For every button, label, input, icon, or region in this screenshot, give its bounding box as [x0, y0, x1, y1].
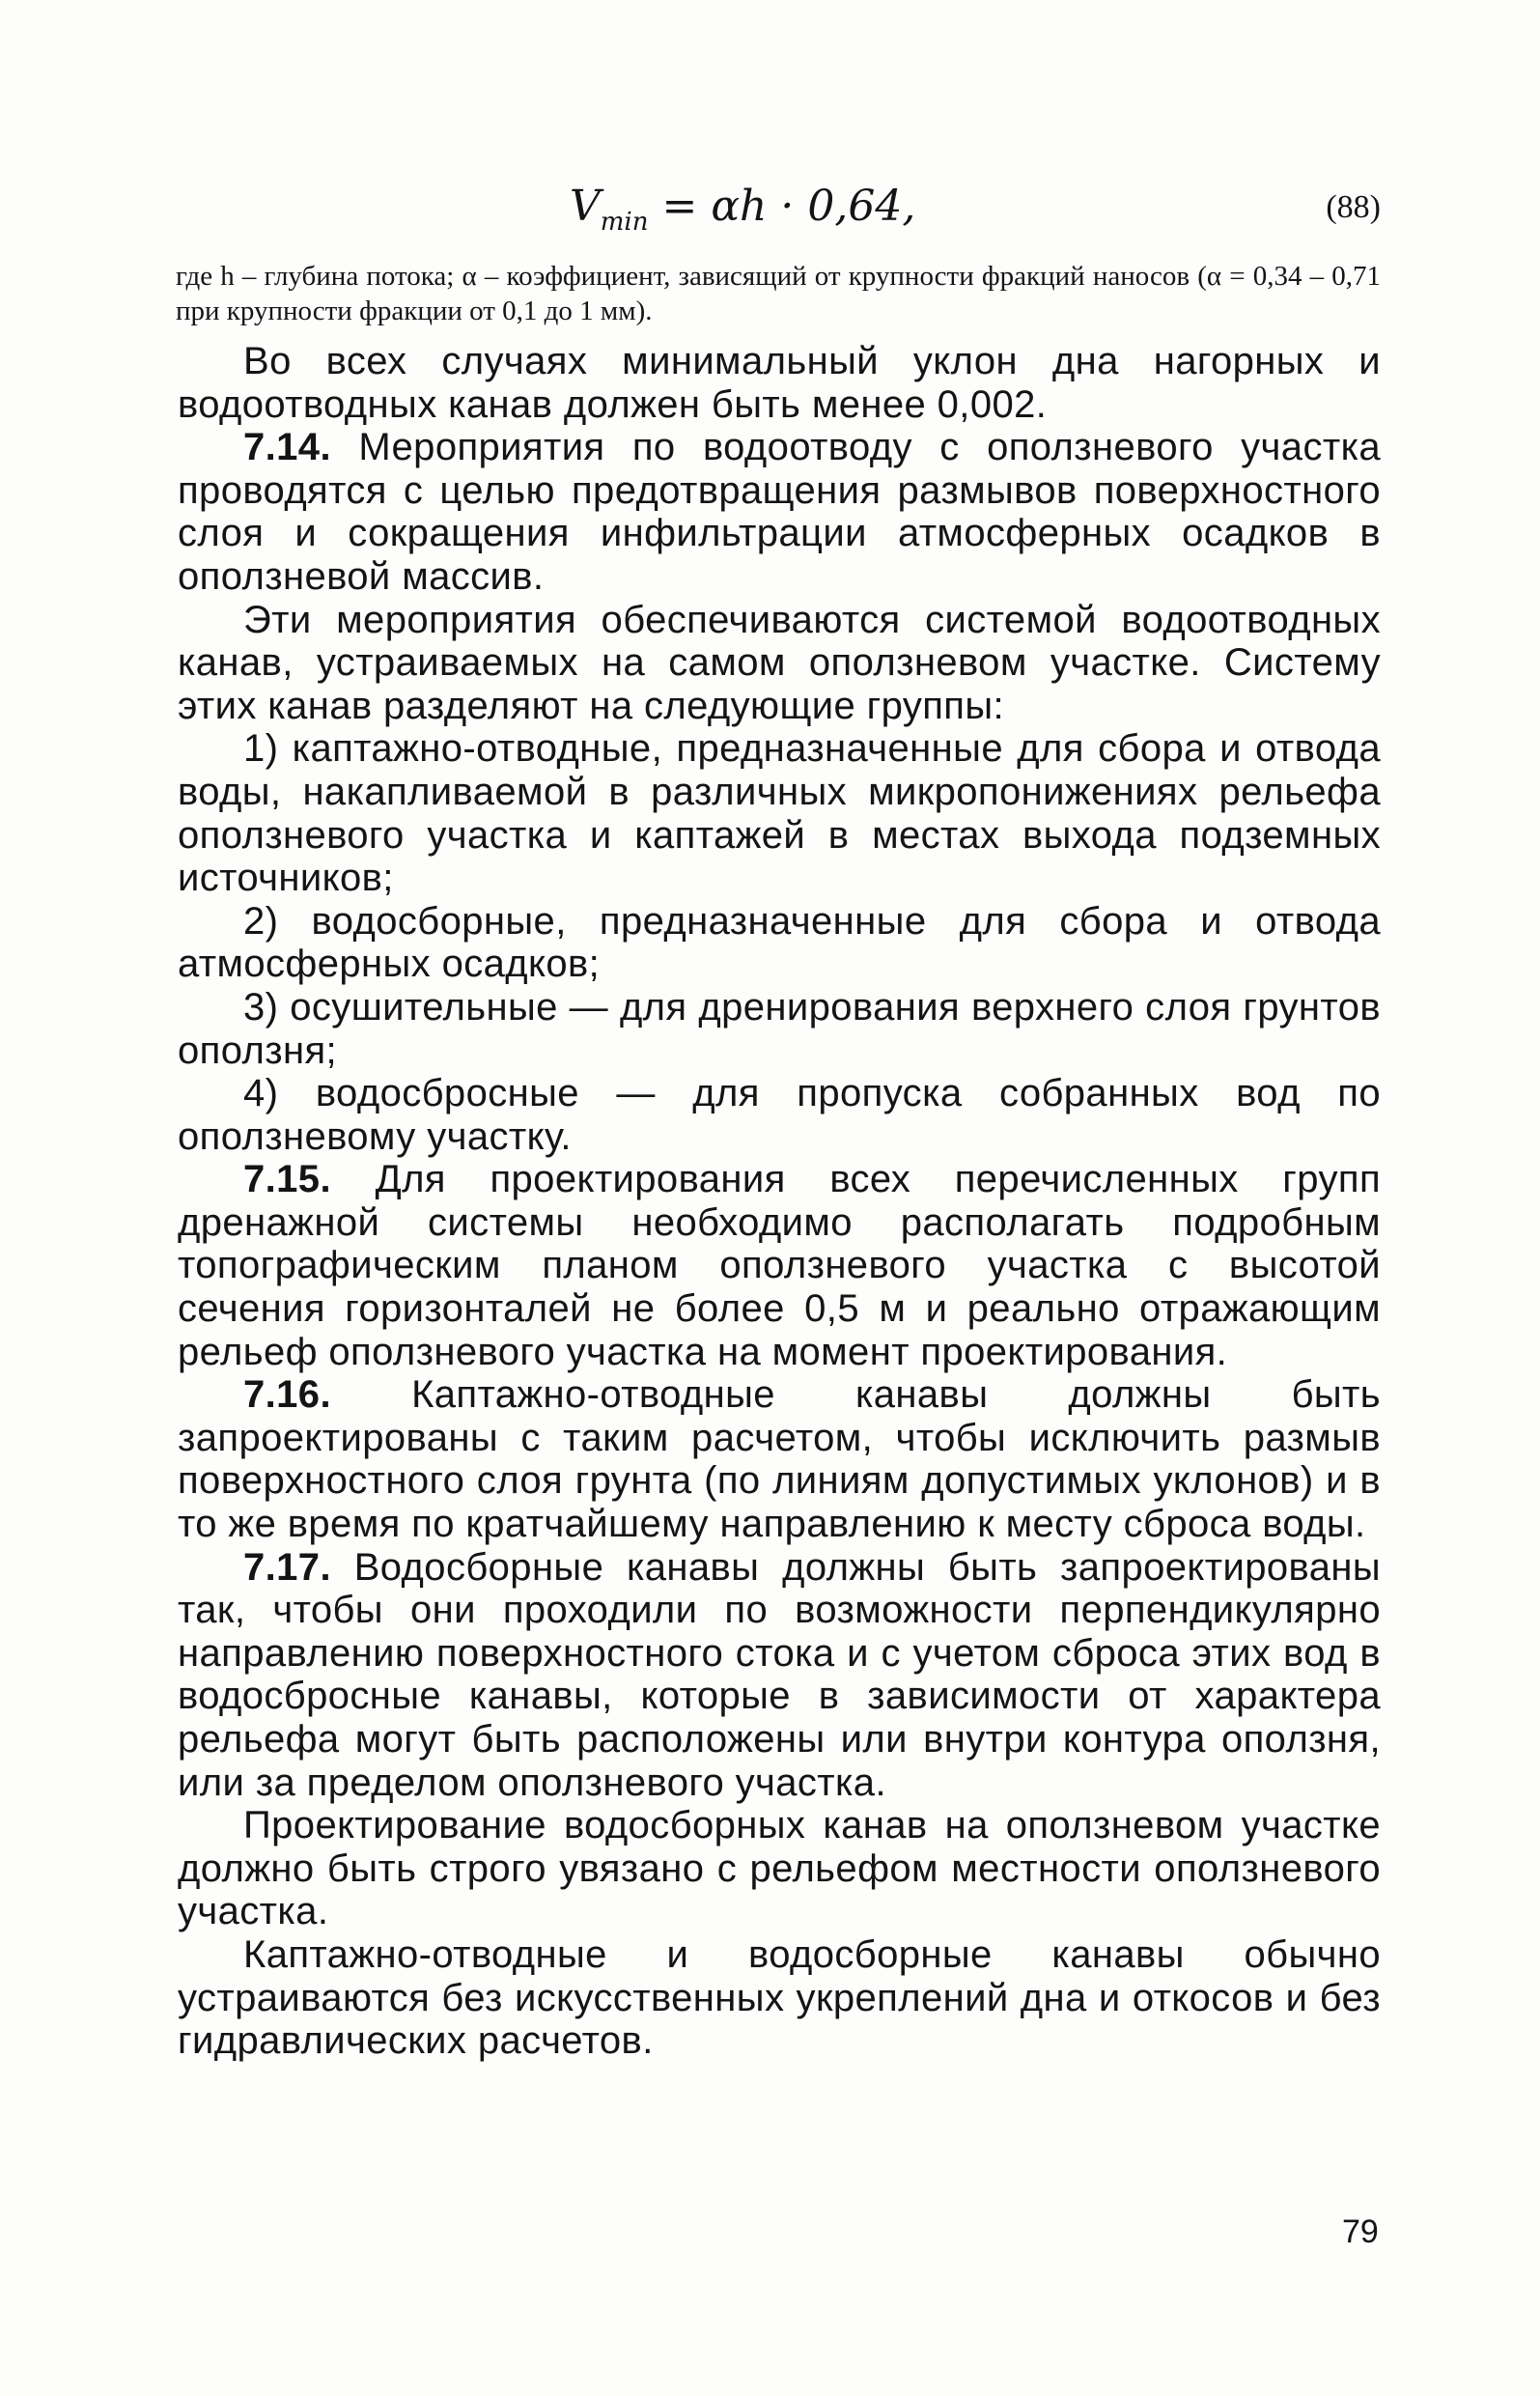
paragraph [178, 1933, 1381, 2063]
paragraph-text: Проектирование водосборных канав на оползневом участке должно быть строго увязано с рельефом местности оползневого участка. [178, 1804, 1381, 1933]
paragraph [178, 340, 1381, 426]
formula-rhs: = αh · 0,64, [648, 182, 916, 231]
clause-number: 7.16. [243, 1373, 331, 1417]
formula-lhs: V [570, 182, 601, 231]
paragraph [178, 1158, 1381, 1373]
formula-row [174, 182, 1381, 259]
paragraph [178, 1373, 1381, 1545]
paragraph-text: Мероприятия по водоотводу с оползневого участка проводятся с целью предотвращения размывов поверхностного слоя и сокращения инфильтрации атмосферных осадков в оползневой массив. [178, 426, 1381, 598]
clause-number: 7.17. [243, 1545, 331, 1589]
equation-number: (88) [1326, 189, 1381, 225]
formula-lhs-subscript: min [600, 207, 649, 237]
clause-number: 7.14. [243, 426, 331, 469]
paragraph-text: Каптажно-отводные канавы должны быть запроектированы с таким расчетом, чтобы исключить размыв поверхностного слоя грунта (по линиям допустимых уклонов) и в то же время по кратчайшему направлению к месту сброса воды. [178, 1373, 1381, 1546]
paragraph-text: Водосборные канавы должны быть запроектированы так, чтобы они проходили по возможности перпендикулярно направлению поверхностного стока и с учетом сброса этих вод в водосбросные канавы, которые в зависимости от характера рельефа могут быть расположены или внутри контура оползня, или за пределом оползневого участка. [178, 1545, 1381, 1804]
paragraph [178, 599, 1381, 728]
paragraph-text: Эти мероприятия обеспечиваются системой водоотводных канав, устраиваемых на самом оползневом участке. Систему этих канав разделяют на следующие группы: [178, 598, 1381, 727]
body-text [178, 340, 1381, 2063]
paragraph [178, 1546, 1381, 1805]
paragraph-text: Во всех случаях минимальный уклон дна нагорных и водоотводных канав должен быть менее 0,002. [178, 340, 1381, 426]
clause-number: 7.15. [243, 1158, 331, 1201]
paragraph [178, 1804, 1381, 1933]
paragraph-text: 4) водосбросные — для пропуска собранных вод по оползневому участку. [178, 1072, 1381, 1158]
list-item [178, 900, 1381, 986]
formula [570, 182, 915, 237]
paragraph [178, 426, 1381, 598]
list-item [178, 727, 1381, 899]
list-item [178, 986, 1381, 1072]
paragraph-text: 2) водосборные, предназначенные для сбора и отвода атмосферных осадков; [178, 899, 1381, 986]
paragraph-text: 1) каптажно-отводные, предназначенные для сбора и отвода воды, накапливаемой в различных микропонижениях рельефа оползневого участка и каптажей в местах выхода подземных источников; [178, 727, 1381, 900]
formula-explanation: где h – глубина потока; α – коэффициент, зависящий от крупности фракций наносов (α = 0,34 – 0,71 при крупности фракции от 0,1 до 1 мм). [176, 261, 1381, 326]
paragraph-text: Каптажно-отводные и водосборные канавы обычно устраиваются без искусственных укреплений дна и откосов и без гидравлических расчетов. [178, 1932, 1381, 2063]
paragraph-text: 3) осушительные — для дренирования верхнего слоя грунтов оползня; [178, 985, 1381, 1072]
paragraph-text: Для проектирования всех перечисленных групп дренажной системы необходимо располагать подробным топографическим планом оползневого участка с высотой сечения горизонталей не более 0,5 м и реально отражающим рельеф оползневого участка на момент проектирования. [178, 1158, 1381, 1373]
list-item [178, 1072, 1381, 1158]
page-number: 79 [1342, 2213, 1379, 2250]
